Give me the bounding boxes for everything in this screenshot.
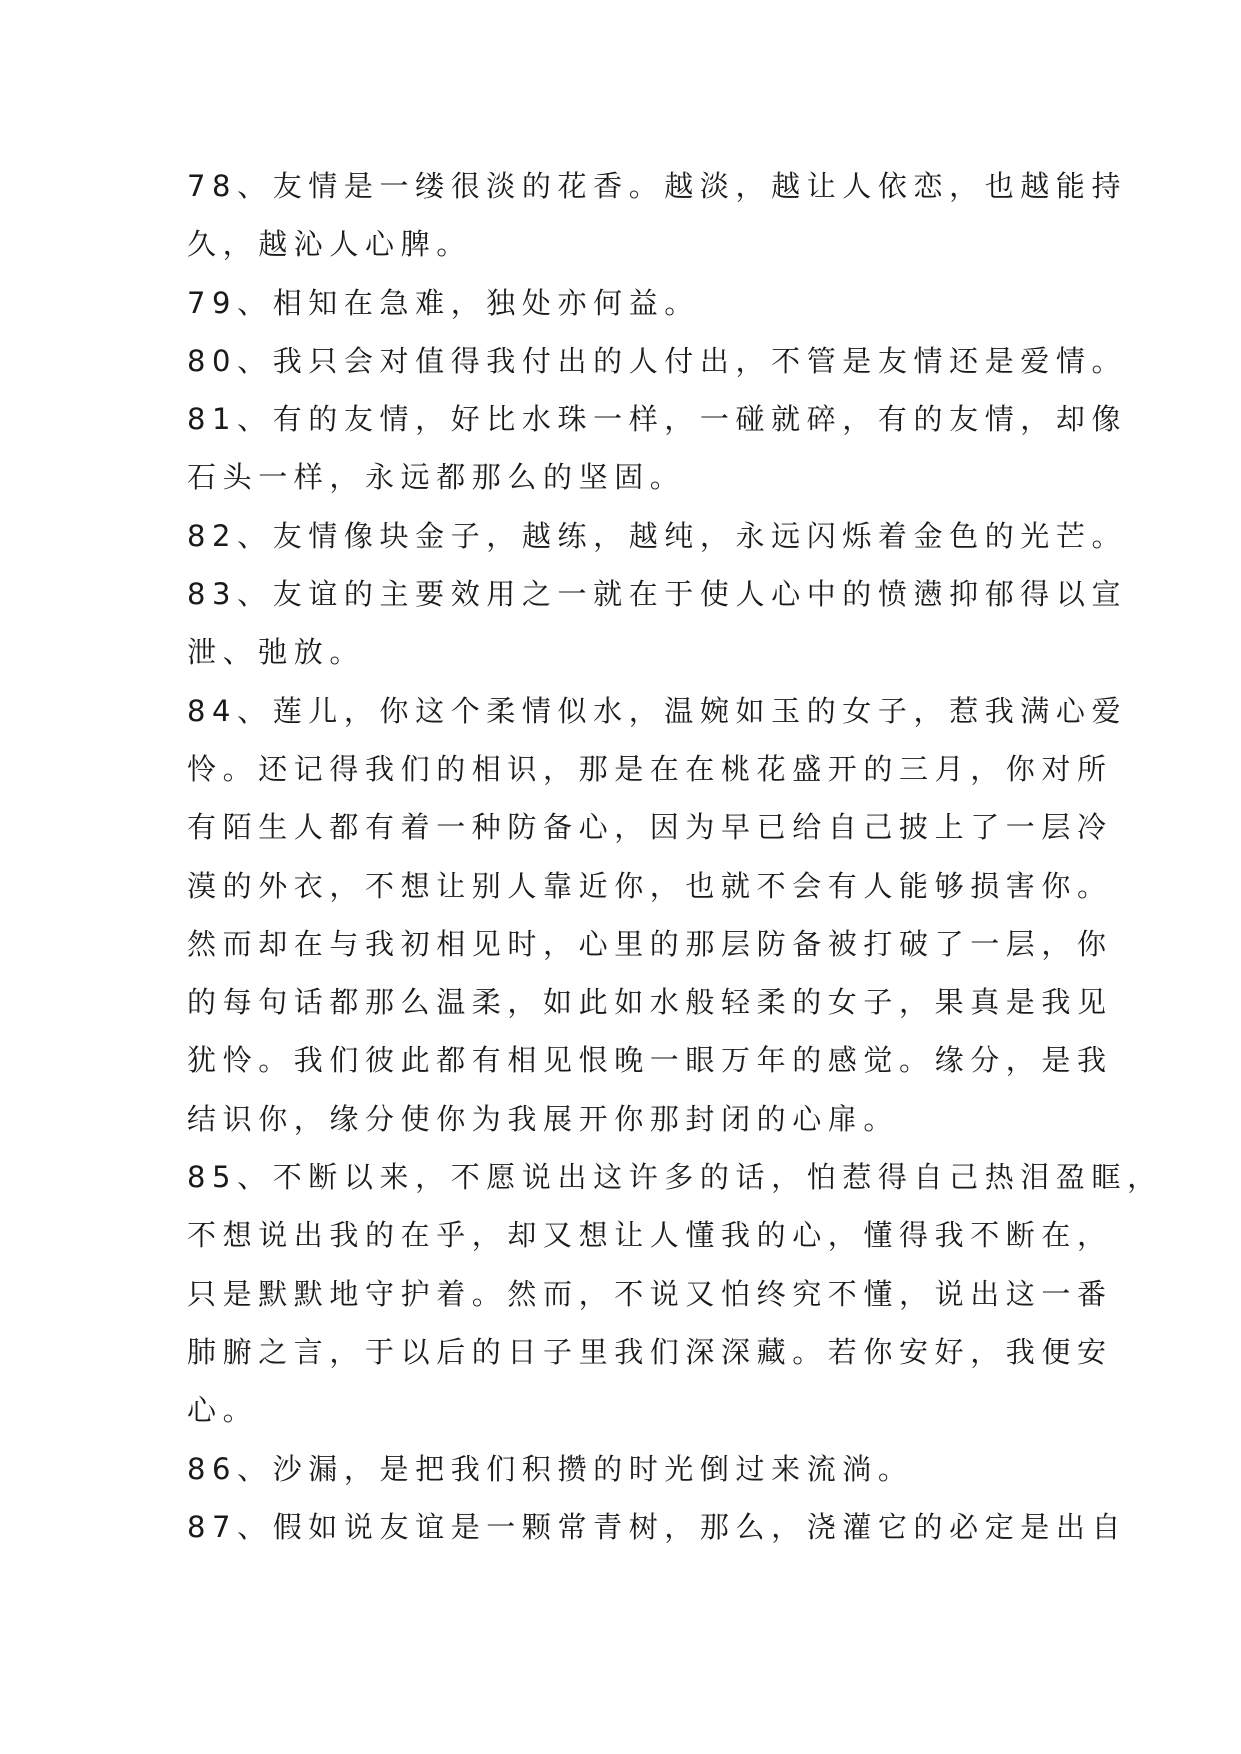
text-line: 81、有的友情，好比水珠一样，一碰就碎，有的友情，却像 (187, 402, 1128, 437)
text-line: 不想说出我的在乎，却又想让人懂我的心，懂得我不断在， (187, 1218, 1113, 1253)
text-line: 有陌生人都有着一种防备心，因为早已给自己披上了一层冷 (187, 810, 1113, 845)
text-line: 86、沙漏，是把我们积攒的时光倒过来流淌。 (187, 1451, 914, 1486)
text-line: 石头一样，永远都那么的坚固。 (187, 460, 686, 495)
text-line: 结识你，缘分使你为我展开你那封闭的心扉。 (187, 1101, 900, 1136)
text-line: 犹怜。我们彼此都有相见恨晚一眼万年的感觉。缘分，是我 (187, 1043, 1113, 1078)
text-line: 84、莲儿，你这个柔情似水，温婉如玉的女子，惹我满心爱 (187, 693, 1128, 728)
text-line: 怜。还记得我们的相识，那是在在桃花盛开的三月，你对所 (187, 751, 1113, 786)
text-line: 的每句话都那么温柔，如此如水般轻柔的女子，果真是我见 (187, 985, 1113, 1020)
text-line: 然而却在与我初相见时，心里的那层防备被打破了一层，你 (187, 926, 1113, 961)
text-line: 心。 (187, 1393, 259, 1428)
text-line: 83、友谊的主要效用之一就在于使人心中的愤懑抑郁得以宣 (187, 577, 1128, 612)
text-line: 78、友情是一缕很淡的花香。越淡，越让人依恋，也越能持 (187, 169, 1128, 203)
document-body (187, 157, 1163, 1556)
text-line: 漠的外衣，不想让别人靠近你，也就不会有人能够损害你。 (187, 868, 1113, 903)
text-line: 泄、弛放。 (187, 635, 366, 670)
text-line: 87、假如说友谊是一颗常青树，那么，浇灌它的必定是出自 (187, 1509, 1128, 1544)
text-line: 80、我只会对值得我付出的人付出，不管是友情还是爱情。 (187, 343, 1128, 378)
text-line: 久，越沁人心脾。 (187, 227, 472, 262)
text-line: 85、不断以来，不愿说出这许多的话，怕惹得自己热泪盈眶， (187, 1160, 1163, 1195)
text-line: 82、友情像块金子，越练，越纯，永远闪烁着金色的光芒。 (187, 518, 1128, 553)
text-line: 肺腑之言，于以后的日子里我们深深藏。若你安好，我便安 (187, 1334, 1113, 1369)
text-line: 只是默默地守护着。然而，不说又怕终究不懂，说出这一番 (187, 1276, 1113, 1311)
text-line: 79、相知在急难，独处亦何益。 (187, 285, 700, 320)
